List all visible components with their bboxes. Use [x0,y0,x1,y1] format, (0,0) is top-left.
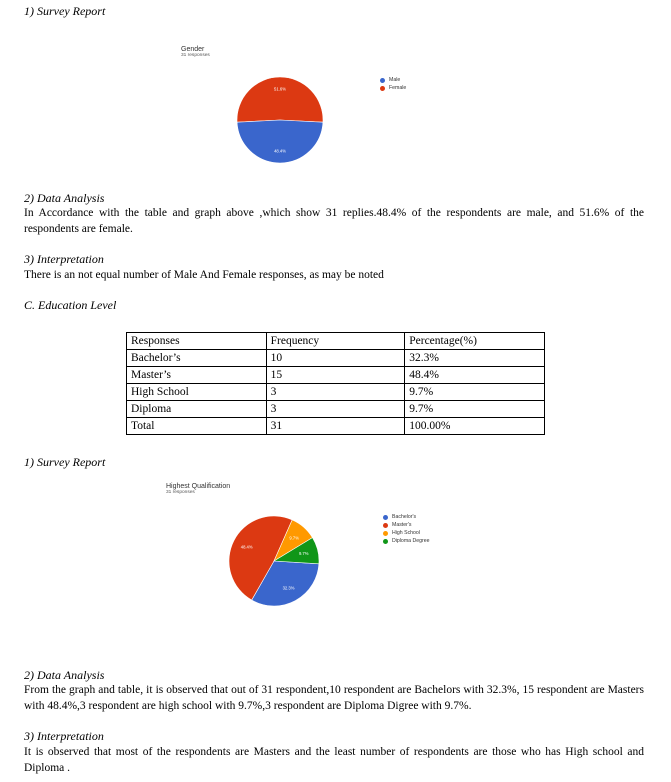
interpretation-heading-2: 3) Interpretation [24,729,104,743]
table-header-cell: Percentage(%) [405,333,545,350]
legend-dot-icon [380,86,385,91]
qualification-pie-chart [229,516,319,606]
table-row [127,418,545,435]
pie-data-label: 9.7% [298,551,309,557]
pie-data-label: 9.7% [289,535,299,541]
legend-label: Master's [392,522,412,528]
legend-label: Female [389,85,407,91]
legend-label: Male [389,77,401,83]
table-row [127,401,545,418]
legend-dot-icon [383,531,388,536]
survey-report-heading-1: 1) Survey Report [24,4,106,18]
table-cell: Master’s [127,367,267,384]
pie-slice-male [237,120,323,163]
gender-pie-chart [237,77,323,163]
qualification-chart-subtitle: 31 responses [166,490,195,495]
survey-report-heading-2: 1) Survey Report [24,455,106,469]
legend-dot-icon [380,78,385,83]
education-table [126,332,545,435]
gender-chart-title: Gender [181,46,205,53]
table-cell: Total [127,418,267,435]
gender-legend [380,76,406,92]
table-cell: Diploma [127,401,267,418]
legend-label: Bachelor's [392,514,417,520]
table-cell: Bachelor’s [127,350,267,367]
table-cell: 3 [266,401,405,418]
table-cell: 9.7% [405,384,545,401]
table-cell: 3 [266,384,405,401]
gender-chart-header [181,46,210,58]
pie-data-label: 48.4% [240,544,253,550]
table-cell: 100.00% [405,418,545,435]
pie-slice-female [237,77,323,122]
table-cell: 15 [266,367,405,384]
qualification-legend [383,513,429,545]
data-analysis-heading-2: 2) Data Analysis [24,668,105,682]
table-cell: 9.7% [405,401,545,418]
legend-dot-icon [383,539,388,544]
table-row [127,384,545,401]
legend-label: Diploma Degree [392,538,430,544]
table-cell: 10 [266,350,405,367]
pie-data-label: 32.3% [282,585,295,591]
interpretation-text-2: It is observed that most of the respondents are Masters and the least number of respondents are those who has High school and Diploma . [24,746,644,774]
table-header-row [127,333,545,350]
table-row [127,367,545,384]
legend-item [383,537,429,545]
legend-dot-icon [383,515,388,520]
legend-item [383,529,429,537]
pie-data-label: 48.4% [274,148,286,154]
interpretation-heading-1: 3) Interpretation [24,252,104,266]
data-analysis-heading-1: 2) Data Analysis [24,191,105,205]
table-header-cell: Frequency [266,333,405,350]
legend-item [380,76,406,84]
table-cell: 31 [266,418,405,435]
legend-item [383,521,429,529]
table-cell: High School [127,384,267,401]
legend-item [380,84,406,92]
table-cell: 48.4% [405,367,545,384]
gender-chart-subtitle: 31 responses [181,53,210,58]
table-row [127,350,545,367]
legend-label: High School [392,530,420,536]
legend-item [383,513,429,521]
qualification-chart-title: Highest Qualification [166,483,231,490]
interpretation-text-1: There is an not equal number of Male And Female responses, as may be noted [24,269,384,281]
qualification-chart-header [166,483,230,495]
data-analysis-text-2: From the graph and table, it is observed that out of 31 respondent,10 respondent are Bachelors with 32.3%, 15 respondent are Masters with 48.4%,3 respondent are high school with 9.7%,3 respondent are Diploma Digree with 9.7%. [24,684,644,712]
data-analysis-text-1: In Accordance with the table and graph above ,which show 31 replies.48.4% of the respondents are male, and 51.6% of the respondents are female. [24,207,644,235]
pie-data-label: 51.6% [274,86,286,92]
legend-dot-icon [383,523,388,528]
education-level-heading: C. Education Level [24,298,117,312]
table-header-cell: Responses [127,333,267,350]
table-cell: 32.3% [405,350,545,367]
